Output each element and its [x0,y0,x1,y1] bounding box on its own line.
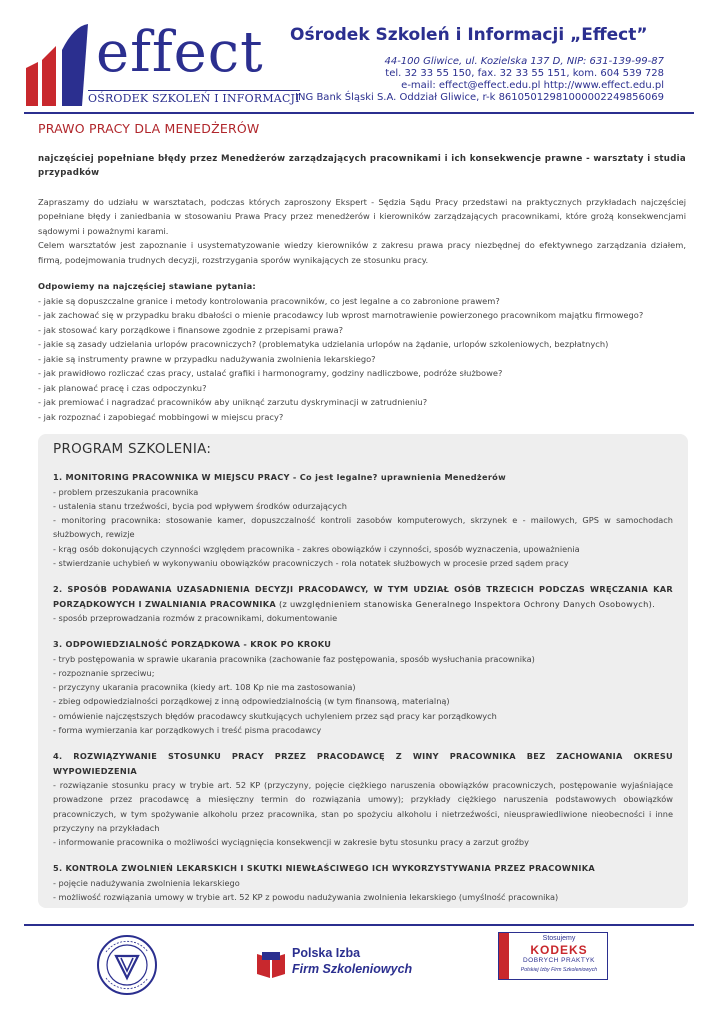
question-item: - jak stosować kary porządkowe i finansowe zgodnie z przepisami prawa? [38,324,343,335]
book-icon [254,948,288,982]
kodeks-bottom: Polskiej Izby Firm Szkoleniowych [520,967,598,973]
question-item: - jakie są zasady udzielania urlopów pracowniczych? (problematyka udzielania urlopów na żądanie, urlopów szkoleniowych, bezpłatnych) [38,339,609,349]
email-www-line[interactable]: e-mail: effect@effect.edu.pl http://www.effect.edu.pl [401,80,664,91]
program-section-heading [53,582,673,611]
program-item: - krąg osób dokonujących czynności względem pracownika - zakres obowiązków i czynności, sposób wyznaczenia, upoważnienia [53,543,580,554]
questions-heading: Odpowiemy na najczęściej stawiane pytania: [38,281,256,291]
section-heading-note: (z uwzględnieniem stanowiska Generalnego Inspektora Ochrony Danych Osobowych). [276,598,655,609]
program-section-heading [53,749,673,778]
section-heading-text: 2. SPOSÓB PODAWANIA UZASADNIENIA DECYZJI PRACODAWCY, W TYM UDZIAŁ OSÓB TRZECICH PODCZAS WRĘCZANIA KAR PORZĄDKOWYCH I ZWALNIANIA PRACOWNIKA [53,584,673,609]
kodeks-main: KODEKS [530,943,588,957]
program-item: - informowanie pracownika o możliwości wyciągnięcia konsekwencji w zakresie bytu stosunku pracy a zarzut groźby [53,837,529,848]
question-item: - jak prawidłowo rozliczać czas pracy, ustalać grafiki i harmonogramy, godziny nadliczbowe, podróże służbowe? [38,368,503,378]
program-item: - ustalenia stanu trzeźwości, bycia pod wpływem środków odurzających [53,500,347,511]
program-item: - możliwość rozwiązania umowy w trybie art. 52 KP z powodu nadużywania zwolnienia lekarskiego (umyślność pracownika) [53,892,559,903]
program-item: - stwierdzanie uchybień w wykonywaniu obowiązków pracowniczych - rola notatek służbowych w procesie przed sądem pracy [53,558,569,569]
section-heading-text: 5. KONTROLA ZWOLNIEŃ LEKARSKICH I SKUTKI NIEWŁAŚCIWEGO ICH WYKORZYSTYWANIA PRZEZ PRACOWNIKA [53,863,595,874]
intro-paragraph: Zapraszamy do udziału w warsztatach, podczas których zaproszony Ekspert - Sędzia Sądu Pracy przedstawi na praktycznych przykładach najczęściej popełniane błędy i zaniedbania w stosowaniu Prawa Pracy przez menedżerów i kierowników zarządzających pracownikami, które grożą konsekwencjami sądowymi i poważnymi karami. [38,196,686,236]
phone-line: tel. 32 33 55 150, fax. 32 33 55 151, kom. 604 539 728 [385,68,664,79]
program-sections [53,470,673,904]
program-item: - monitoring pracownika: stosowanie kamer, dopuszczalność kontroli zasobów komputerowych, skrzynek e - mailowych, GPS w samochodach służbowych, rewizje [53,515,673,540]
section-heading-text: 4. ROZWIĄZYWANIE STOSUNKU PRACY PRZEZ PRACODAWCĘ Z WINY PRACOWNIKA BEZ ZACHOWANIA OKRESU WYPOWIEDZENIA [53,751,673,776]
section-heading-text: 1. MONITORING PRACOWNIKA W MIEJSCU PRACY - Co jest legalne? uprawnienia Menedżerów [53,472,506,483]
effect-logo [22,20,300,110]
kodeks-stripe [499,933,509,979]
program-item: - problem przeszukania pracownika [53,486,199,497]
certification-seal-icon [96,934,158,996]
program-box [38,434,688,908]
logo-word: effect [96,20,264,85]
question-item: - jak planować pracę i czas odpoczynku? [38,382,207,393]
logo-subtitle: OŚRODEK SZKOLEŃ I INFORMACJI [88,92,300,105]
pifs-line2: Firm Szkoleniowych [292,962,413,976]
program-item: - sposób przeprowadzania rozmów z pracownikami, dokumentowanie [53,612,338,623]
program-section-heading [53,861,673,875]
program-item: - omówienie najczęstszych błędów pracodawcy skutkujących uchyleniem przez sąd pracy kar porządkowych [53,710,497,721]
address-line: 44-100 Gliwice, ul. Kozielska 137 D, NIP: 631-139-99-87 [384,56,664,67]
program-item: - rozwiązanie stosunku pracy w trybie art. 52 KP (przyczyny, pojęcie ciężkiego naruszenia obowiązków pracowniczych, postępowanie wyjaśniające prowadzone przez pracodawcę a miesięczny termin do rozwiązania umowy); przykłady ciężkiego naruszenia podstawowych obowiązków pracowniczych, w tym spożywanie alkoholu przez pracownika, stan po spożyciu alkoholu i nietrzeźwości, nieusprawiedliwione nieobecności i inne przyczyny na przykładach [53,779,673,833]
program-section-heading [53,470,673,484]
logo-bars-icon [22,20,98,112]
program-item: - rozpoznanie sprzeciwu; [53,667,155,678]
organization-contact [295,56,664,104]
pifs-badge [254,944,418,984]
organization-title: Ośrodek Szkoleń i Informacji „Effect” [290,25,648,45]
bank-line: ING Bank Śląski S.A. Oddział Gliwice, r-k 86105012981000002249856069 [295,92,664,103]
program-title: PROGRAM SZKOLENIA: [53,441,212,457]
question-item: - jak premiować i nagradzać pracowników aby uniknąć zarzutu dyskryminacji w zatrudnieniu? [38,397,428,407]
program-item: - przyczyny ukarania pracownika (kiedy art. 108 Kp nie ma zastosowania) [53,682,356,693]
program-item: - zbieg odpowiedzialności porządkowej z inną odpowiedzialnością (w tym finansową, materialną) [53,696,450,707]
program-item: - pojęcie nadużywania zwolnienia lekarskiego [53,877,240,888]
question-item: - jak zachować się w przypadku braku dbałości o mienie pracodawcy lub wprost marnotrawienie powierzonego pracownikom majątku firmowego? [38,310,644,320]
kodeks-badge [498,932,608,980]
questions-list [38,294,686,425]
udt-cert-badge [96,934,158,1000]
header-divider [24,112,694,114]
question-item: - jakie są instrumenty prawne w przypadku nadużywania zwolnienia lekarskiego? [38,353,376,364]
kodeks-sub: DOBRYCH PRAKTYK [522,957,596,964]
pifs-line1: Polska Izba [292,946,361,960]
program-section-heading [53,637,673,651]
program-item: - tryb postępowania w sprawie ukarania pracownika (zachowanie faz postępowania, sposób wysłuchania pracownika) [53,653,535,664]
page-subtitle: najczęściej popełniane błędy przez Menedżerów zarządzających pracownikami i ich konsekwencje prawne - warsztaty i studia przypadków [38,153,686,178]
question-item: - jak rozpoznać i zapobiegać mobbingowi w miejscu pracy? [38,411,284,422]
question-item: - jakie są dopuszczalne granice i metody kontrolowania pracowników, co jest legalne a co zabronione prawem? [38,295,500,306]
footer-divider [24,924,694,926]
section-heading-text: 3. ODPOWIEDZIALNOŚĆ PORZĄDKOWA - KROK PO KROKU [53,639,332,650]
program-item: - forma wymierzania kar porządkowych i treść pisma pracodawcy [53,725,322,736]
main-content [38,122,686,424]
page-title: PRAWO PRACY DLA MENEDŻERÓW [38,121,260,136]
goal-paragraph: Celem warsztatów jest zapoznanie i usystematyzowanie wiedzy kierowników z zakresu prawa pracy niezbędnej do efektywnego zarządzania działem, firmą, podejmowania trudnych decyzji, rozstrzygania sporów wynikających ze stosunku pracy. [38,240,686,265]
kodeks-top: Stosujemy [542,935,576,942]
